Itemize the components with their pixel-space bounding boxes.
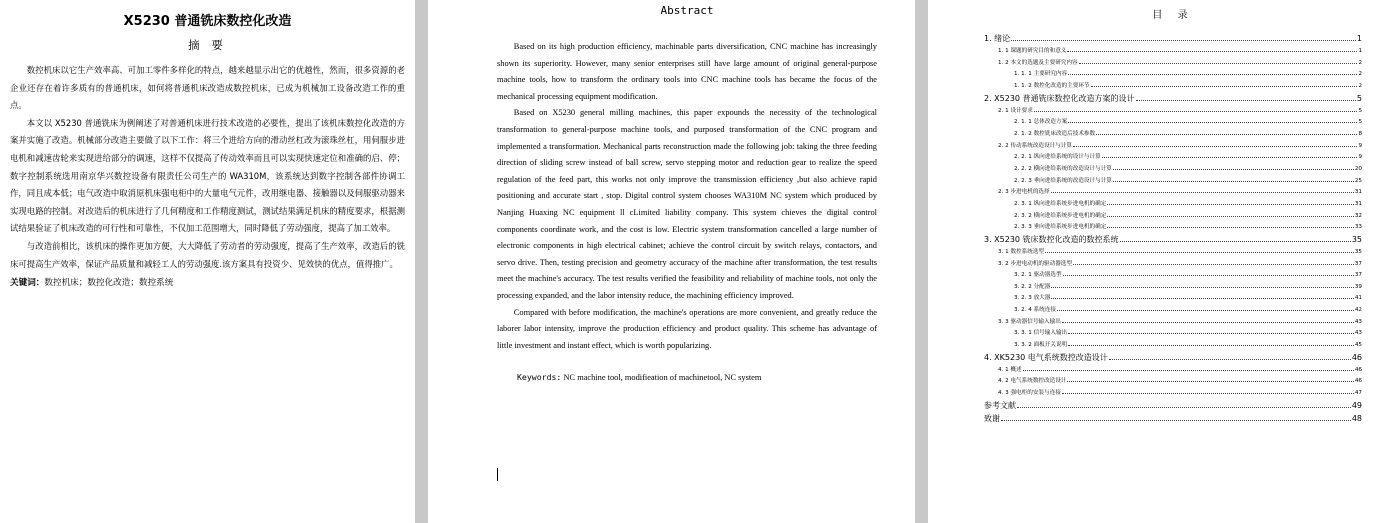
toc-entry-page: 48: [1351, 413, 1362, 423]
toc-entry-page: 43: [1354, 318, 1362, 325]
toc-entry[interactable]: [984, 211, 1362, 223]
toc-entry-page: 46: [1354, 378, 1362, 385]
toc-entry-page: 43: [1354, 330, 1362, 337]
toc-leader-dots: [1068, 73, 1357, 75]
toc-leader-dots: [1107, 203, 1354, 205]
toc-entry-text: 3. 3 驱动器信号输入输出: [998, 318, 1061, 325]
toc-entry-page: 20: [1354, 165, 1362, 172]
toc-entry[interactable]: [984, 199, 1362, 211]
toc-entry-page: 35: [1354, 248, 1362, 255]
toc-leader-dots: [1045, 251, 1354, 253]
toc-entry-text: 2. 2. 2 横向进给系统的改造设计与计算: [1014, 165, 1112, 172]
toc-leader-dots: [1017, 406, 1351, 408]
toc-leader-dots: [1062, 321, 1354, 323]
toc-entry-page: 33: [1354, 224, 1362, 231]
toc-entry-page: 1: [1356, 34, 1362, 43]
toc-entry[interactable]: [984, 129, 1362, 141]
keywords-line: [517, 372, 877, 382]
keywords-text: 数控机床；数控化改造；数控系统: [44, 278, 174, 289]
abstract-paragraph: 数控机床以它生产效率高、可加工零件多样化的特点，越来越显示出它的优越性，然而，很多资源的老企业还存在着许多质有的普通机床，如何将普通机床改造成数控机床，已成为机械加工设备改造工作的重点。: [10, 65, 405, 111]
toc-leader-dots: [1068, 344, 1354, 346]
toc-leader-dots: [1107, 226, 1354, 228]
toc-leader-dots: [1096, 133, 1357, 135]
toc-entry[interactable]: [984, 164, 1362, 176]
toc-leader-dots: [1068, 332, 1354, 334]
toc-entry[interactable]: [984, 305, 1362, 317]
toc-entry-page: 5: [1358, 107, 1362, 114]
toc-entry-text: 3. 3. 1 信号输入输出: [1014, 330, 1068, 337]
toc-entry[interactable]: [984, 259, 1362, 271]
toc-entry-text: 3. 3. 2 面板开关说明: [1014, 342, 1068, 349]
abstract-paragraph: Based on its high production efficiency, machinable parts diversification, CNC machine has increasingly shown its superiority. However, many senior enterprises still have large amount of original general-purpose machine tools, how to transform the ordinary tools into CNC machine tools has became the focus of the mechanical processing equipment modification.: [497, 42, 877, 101]
toc-entry-text: 3. 1 数控系统选型: [998, 248, 1045, 255]
toc-entry-text: 3. X5230 铣床数控化改造的数控系统: [984, 234, 1119, 244]
toc-entry-page: 49: [1351, 400, 1362, 410]
toc-entry[interactable]: [984, 187, 1362, 199]
toc-entry[interactable]: [984, 106, 1362, 118]
toc-title: 目 录: [1152, 10, 1194, 21]
toc-leader-dots: [1051, 191, 1354, 193]
toc-leader-dots: [1063, 274, 1354, 276]
toc-entry[interactable]: [984, 46, 1362, 58]
toc-leader-dots: [1011, 39, 1356, 41]
toc-entry-text: 3. 2. 3 放大器: [1014, 295, 1051, 302]
toc-entry-page: 46: [1354, 366, 1362, 373]
toc-entry-text: 1. 1. 1 主要研究内容: [1014, 71, 1068, 78]
toc-leader-dots: [1113, 168, 1354, 170]
keywords-label: Keywords:: [517, 372, 562, 383]
toc-entry[interactable]: [984, 81, 1362, 93]
toc-entry[interactable]: [984, 400, 1362, 413]
toc-entry-page: 46: [1351, 352, 1362, 362]
toc-entry-page: 5: [1356, 93, 1362, 103]
toc-entry-page: 42: [1354, 307, 1362, 314]
abstract-heading: 摘 要: [188, 38, 227, 52]
toc-entry[interactable]: [984, 234, 1362, 247]
toc-entry-page: 5: [1358, 119, 1362, 126]
toc-entry-text: 2. 1. 2 数控铣床改造后技术参数: [1014, 131, 1096, 138]
toc-leader-dots: [1102, 156, 1358, 158]
toc-entry-text: 3. 2 步进电动机的驱动器选型: [998, 260, 1072, 267]
toc-leader-dots: [1023, 369, 1354, 371]
toc-leader-dots: [1109, 358, 1351, 360]
toc-leader-dots: [1051, 286, 1354, 288]
abstract-paragraph: Based on X5230 general milling machines, this paper expounds the necessity of the technological transformation to general-purpose machine tools, and purposed transformation of the CNC program and implemented a transformation. Mechanical parts reconstruction made the following job: taking the three feeding direction of sliding screw instead of ball screw, servo stepping motor and reduction gear to realize the speed regulation of the feed part, this works not only improve the transmission efficiency ,but also achieve rapid positioning and accurate start , stop. Digital control system chooses WA310M NC system which produced by Nanjing Huaxing NC equipment ll cLimited liability company. This system chieves the digital control components coordinate work, and the cost is low. Electric system transformation cancelled a large number of electronic components in high electrical cabinet; achieve the control circuit by switch relays, contactors, and servo drive. Then, testing precision and geometry accuracy of the machine after transformation, the test results meet the machine's accuracy. The test results verified the feasibility and reliability of machine tools, not only the processing expanded, and the labor intensity reduce, the machining efficiency improved.: [497, 108, 877, 300]
toc-leader-dots: [1062, 392, 1354, 394]
toc-entry-text: 2. 3 步进电机的选择: [998, 189, 1050, 196]
toc-entry-text: 1. 1 课题的研究目的和意义: [998, 48, 1067, 55]
toc-entry-page: 32: [1354, 212, 1362, 219]
toc-entry[interactable]: [984, 365, 1362, 377]
toc-list: [984, 33, 1362, 426]
toc-entry[interactable]: [984, 340, 1362, 352]
toc-entry[interactable]: [984, 293, 1362, 305]
toc-entry[interactable]: [984, 58, 1362, 70]
toc-leader-dots: [1113, 180, 1354, 182]
toc-entry-page: 8: [1358, 131, 1362, 138]
toc-entry-page: 31: [1354, 200, 1362, 207]
toc-leader-dots: [1034, 110, 1358, 112]
keywords-text: NC machine tool, modifieation of machinetool, NC system: [563, 373, 762, 383]
toc-entry[interactable]: [984, 93, 1362, 106]
toc-entry-text: 3. 2. 1 驱动器选型: [1014, 272, 1062, 279]
toc-leader-dots: [1068, 121, 1357, 123]
toc-entry-text: 2. 3. 2 横向进给系统步进电机的确定: [1014, 212, 1107, 219]
toc-entry[interactable]: [984, 328, 1362, 340]
toc-entry-text: 3. 2. 4 系统连接: [1014, 307, 1056, 314]
toc-entry-page: 1: [1358, 48, 1362, 55]
toc-entry[interactable]: [984, 222, 1362, 234]
toc-leader-dots: [1067, 380, 1353, 382]
toc-leader-dots: [1057, 309, 1354, 311]
toc-leader-dots: [1120, 240, 1351, 242]
toc-entry-text: 2. 3. 1 纵向进给系统步进电机的确定: [1014, 200, 1107, 207]
toc-entry-page: 35: [1351, 234, 1362, 244]
toc-entry-page: 2: [1358, 83, 1362, 90]
toc-entry[interactable]: [984, 69, 1362, 81]
keywords-line: [10, 275, 405, 293]
toc-entry-page: 47: [1354, 390, 1362, 397]
toc-leader-dots: [1107, 215, 1354, 217]
toc-entry-text: 1. 2 本文的选题及主要研究内容: [998, 59, 1078, 66]
toc-entry[interactable]: [984, 33, 1362, 46]
toc-entry-text: 致谢: [984, 413, 1000, 423]
toc-leader-dots: [1073, 263, 1354, 265]
keywords-label: 关键词：: [10, 278, 45, 289]
toc-entry-text: 4. 1 概述: [998, 366, 1022, 373]
toc-entry-text: 2. 3. 3 垂向进给系统步进电机的确定: [1014, 224, 1107, 231]
toc-entry[interactable]: [984, 388, 1362, 400]
toc-entry-text: 1. 绪论: [984, 34, 1011, 43]
abstract-paragraph: 与改造前相比，该机床的操作更加方便，大大降低了劳动者的劳动强度，提高了生产效率，改造后的铣床可提高生产效率，保证产品质量和减轻工人的劳动强度.该方案具有投资少、见效快的优点，值得推广。: [10, 240, 405, 269]
toc-entry-page: 41: [1354, 295, 1362, 302]
toc-leader-dots: [1051, 297, 1354, 299]
toc-entry-page: 37: [1354, 260, 1362, 267]
toc-entry[interactable]: [984, 282, 1362, 294]
toc-entry-page: 37: [1354, 272, 1362, 279]
document-page-chinese-abstract: [0, 0, 415, 523]
toc-entry[interactable]: [984, 152, 1362, 164]
toc-entry[interactable]: [984, 141, 1362, 153]
toc-entry-text: 4. XK5230 电气系统数控改造设计: [984, 352, 1108, 362]
toc-entry[interactable]: [984, 376, 1362, 388]
toc-entry[interactable]: [984, 317, 1362, 329]
text-cursor[interactable]: [497, 468, 498, 481]
toc-entry-text: 4. 3 强电柜的安装与连接: [998, 390, 1061, 397]
toc-entry-text: 4. 2 电气系统数控改造设计: [998, 378, 1067, 385]
toc-entry-text: 3. 2. 2 分配器: [1014, 283, 1051, 290]
toc-leader-dots: [1079, 62, 1358, 64]
thesis-title: X5230 普通铣床数控化改造: [123, 14, 292, 29]
toc-entry-page: 45: [1354, 342, 1362, 349]
toc-entry-text: 2. 1. 1 总体改造方案: [1014, 119, 1068, 126]
toc-entry[interactable]: [984, 117, 1362, 129]
toc-entry-text: 2. 2. 3 垂向进给系统的改造设计与计算: [1014, 177, 1112, 184]
toc-entry-page: 39: [1354, 283, 1362, 290]
toc-entry[interactable]: [984, 413, 1362, 426]
toc-leader-dots: [1136, 99, 1356, 101]
abstract-paragraph: Compared with before modification, the machine's operations are more convenient, and greatly reduce the laborer labor intensity, improve the production efficiency and product quality. This scheme has advantage of little investment and instant effect, which is worth popularizing.: [497, 307, 877, 350]
toc-entry-text: 2. 2 传动系统改造设计与计算: [998, 142, 1072, 149]
toc-entry[interactable]: [984, 176, 1362, 188]
document-page-toc: [928, 0, 1384, 523]
toc-leader-dots: [1091, 85, 1358, 87]
toc-entry[interactable]: [984, 270, 1362, 282]
document-page-english-abstract: [428, 0, 915, 523]
toc-entry-page: 9: [1358, 154, 1362, 161]
toc-leader-dots: [1067, 50, 1357, 52]
toc-leader-dots: [1001, 419, 1351, 421]
toc-entry-text: 2. X5230 普通铣床数控化改造方案的设计: [984, 93, 1135, 103]
toc-entry-page: 9: [1358, 142, 1362, 149]
toc-entry-text: 1. 1. 2 数控化改造的主要环节: [1014, 83, 1090, 90]
toc-entry[interactable]: [984, 247, 1362, 259]
abstract-paragraph: 本文以 X5230 普通铣床为例阐述了对普通机床进行技术改造的必要性，提出了该机床数控化改造的方案并实施了改造。机械部分改造主要做了以下工作：将三个进给方向的滑动丝杠改为滚珠丝杠，用伺服步进电机和减速齿轮来实现进给部分的调速，这样不仅提高了传动效率而且可以实现快速定位和准确的启、停；数字控制系统选用南京华兴数控设备有限责任公司生产的 WA310M，该系统达到数字控制各部件协调工作，同且成本低；电气改造中取消原机床强电柜中的大量电气元件，改用继电器、接触器以及伺服驱动器来实现电路的控制。对改造后的机床进行了几何精度和工作精度测试，测试结果满足机床的精度要求，根据测试结果验证了机床改造的可行性和可靠性，不仅加工范围增大，同时降低了劳动强度，提高了加工效率。: [10, 117, 405, 234]
toc-entry-page: 25: [1354, 177, 1362, 184]
toc-leader-dots: [1073, 145, 1357, 147]
toc-entry-page: 2: [1358, 71, 1362, 78]
toc-entry-page: 2: [1358, 59, 1362, 66]
toc-entry-text: 参考文献: [984, 400, 1016, 410]
toc-entry-text: 2. 1 设计要求: [998, 107, 1033, 114]
abstract-title: Abstract: [660, 4, 714, 17]
toc-entry-page: 31: [1354, 189, 1362, 196]
toc-entry[interactable]: [984, 352, 1362, 365]
toc-entry-text: 2. 2. 1 纵向进给系统的设计与计算: [1014, 154, 1101, 161]
